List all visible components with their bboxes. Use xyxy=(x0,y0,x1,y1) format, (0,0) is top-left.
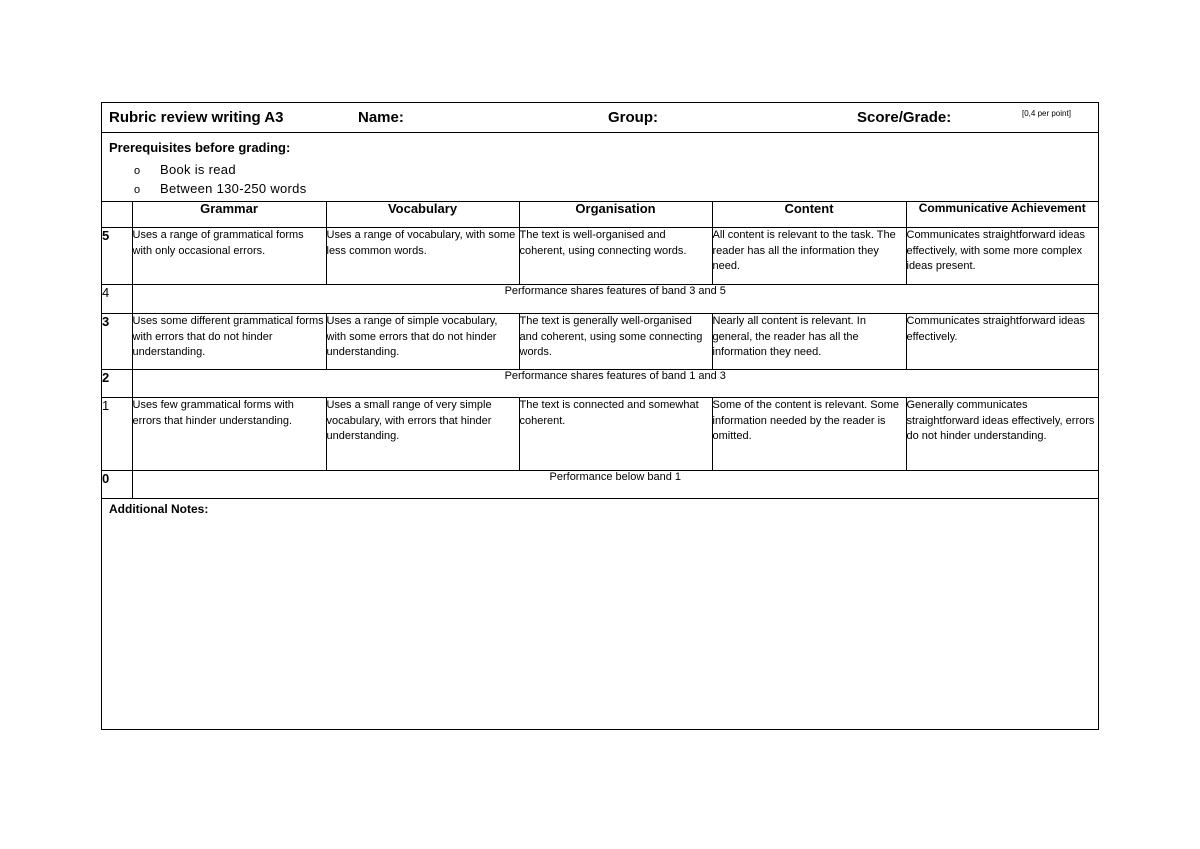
prerequisites-list xyxy=(134,160,307,198)
table-row xyxy=(102,471,1098,499)
descriptor-cell: Communicates straightforward ideas effectively. xyxy=(906,314,1098,370)
group-label: Group: xyxy=(608,109,658,126)
table-row xyxy=(102,228,1098,285)
prerequisite-text: Book is read xyxy=(160,162,236,177)
merged-descriptor-cell: Performance shares features of band 1 and 3 xyxy=(132,370,1098,398)
list-item xyxy=(134,160,307,179)
bullet-icon: o xyxy=(134,184,141,196)
prerequisite-text: Between 130-250 words xyxy=(160,181,307,196)
descriptor-cell: Uses few grammatical forms with errors that hinder understanding. xyxy=(132,398,326,471)
descriptor-cell: Some of the content is relevant. Some information needed by the reader is omitted. xyxy=(712,398,906,471)
additional-notes-section xyxy=(102,496,1098,729)
table-row xyxy=(102,398,1098,471)
table-row xyxy=(102,285,1098,314)
descriptor-cell: Communicates straightforward ideas effectively, with some more complex ideas present. xyxy=(906,228,1098,285)
column-header-vocabulary: Vocabulary xyxy=(326,201,519,228)
descriptor-cell: Uses some different grammatical forms with errors that do not hinder understanding. xyxy=(132,314,326,370)
rubric-table xyxy=(102,201,1098,499)
band-label: 3 xyxy=(102,314,132,370)
column-header-organisation: Organisation xyxy=(519,201,712,228)
prerequisites-title: Prerequisites before grading: xyxy=(109,140,291,155)
descriptor-cell: The text is generally well-organised and coherent, using some connecting words. xyxy=(519,314,712,370)
descriptor-cell: All content is relevant to the task. The reader has all the information they need. xyxy=(712,228,906,285)
descriptor-cell: Generally communicates straightforward ideas effectively, errors do not hinder understanding. xyxy=(906,398,1098,471)
additional-notes-label: Additional Notes: xyxy=(109,502,209,516)
band-label: 0 xyxy=(102,471,132,499)
column-header-communicative-achievement: Communicative Achievement xyxy=(906,201,1098,228)
table-row xyxy=(102,314,1098,370)
table-row xyxy=(102,370,1098,398)
merged-descriptor-cell: Performance shares features of band 3 and 5 xyxy=(132,285,1098,314)
descriptor-cell: Uses a small range of very simple vocabulary, with errors that hinder understanding. xyxy=(326,398,519,471)
descriptor-cell: The text is well-organised and coherent, using connecting words. xyxy=(519,228,712,285)
score-note: [0,4 per point] xyxy=(1022,109,1071,118)
descriptor-cell: The text is connected and somewhat coherent. xyxy=(519,398,712,471)
prerequisites-section xyxy=(102,133,1098,202)
column-header-content: Content xyxy=(712,201,906,228)
descriptor-cell: Nearly all content is relevant. In general, the reader has all the information they need. xyxy=(712,314,906,370)
band-header-cell xyxy=(102,201,132,228)
column-header-grammar: Grammar xyxy=(132,201,326,228)
descriptor-cell: Uses a range of simple vocabulary, with some errors that do not hinder understanding. xyxy=(326,314,519,370)
name-label: Name: xyxy=(358,109,404,126)
rubric-document xyxy=(101,102,1099,730)
list-item xyxy=(134,179,307,198)
column-header-row xyxy=(102,201,1098,228)
band-label: 2 xyxy=(102,370,132,398)
header-row xyxy=(102,103,1098,133)
bullet-icon: o xyxy=(134,165,141,177)
band-label: 5 xyxy=(102,228,132,285)
descriptor-cell: Uses a range of grammatical forms with only occasional errors. xyxy=(132,228,326,285)
descriptor-cell: Uses a range of vocabulary, with some less common words. xyxy=(326,228,519,285)
band-label: 4 xyxy=(102,285,132,314)
score-grade-label: Score/Grade: xyxy=(857,109,952,126)
rubric-title: Rubric review writing A3 xyxy=(109,109,284,126)
band-label: 1 xyxy=(102,398,132,471)
merged-descriptor-cell: Performance below band 1 xyxy=(132,471,1098,499)
